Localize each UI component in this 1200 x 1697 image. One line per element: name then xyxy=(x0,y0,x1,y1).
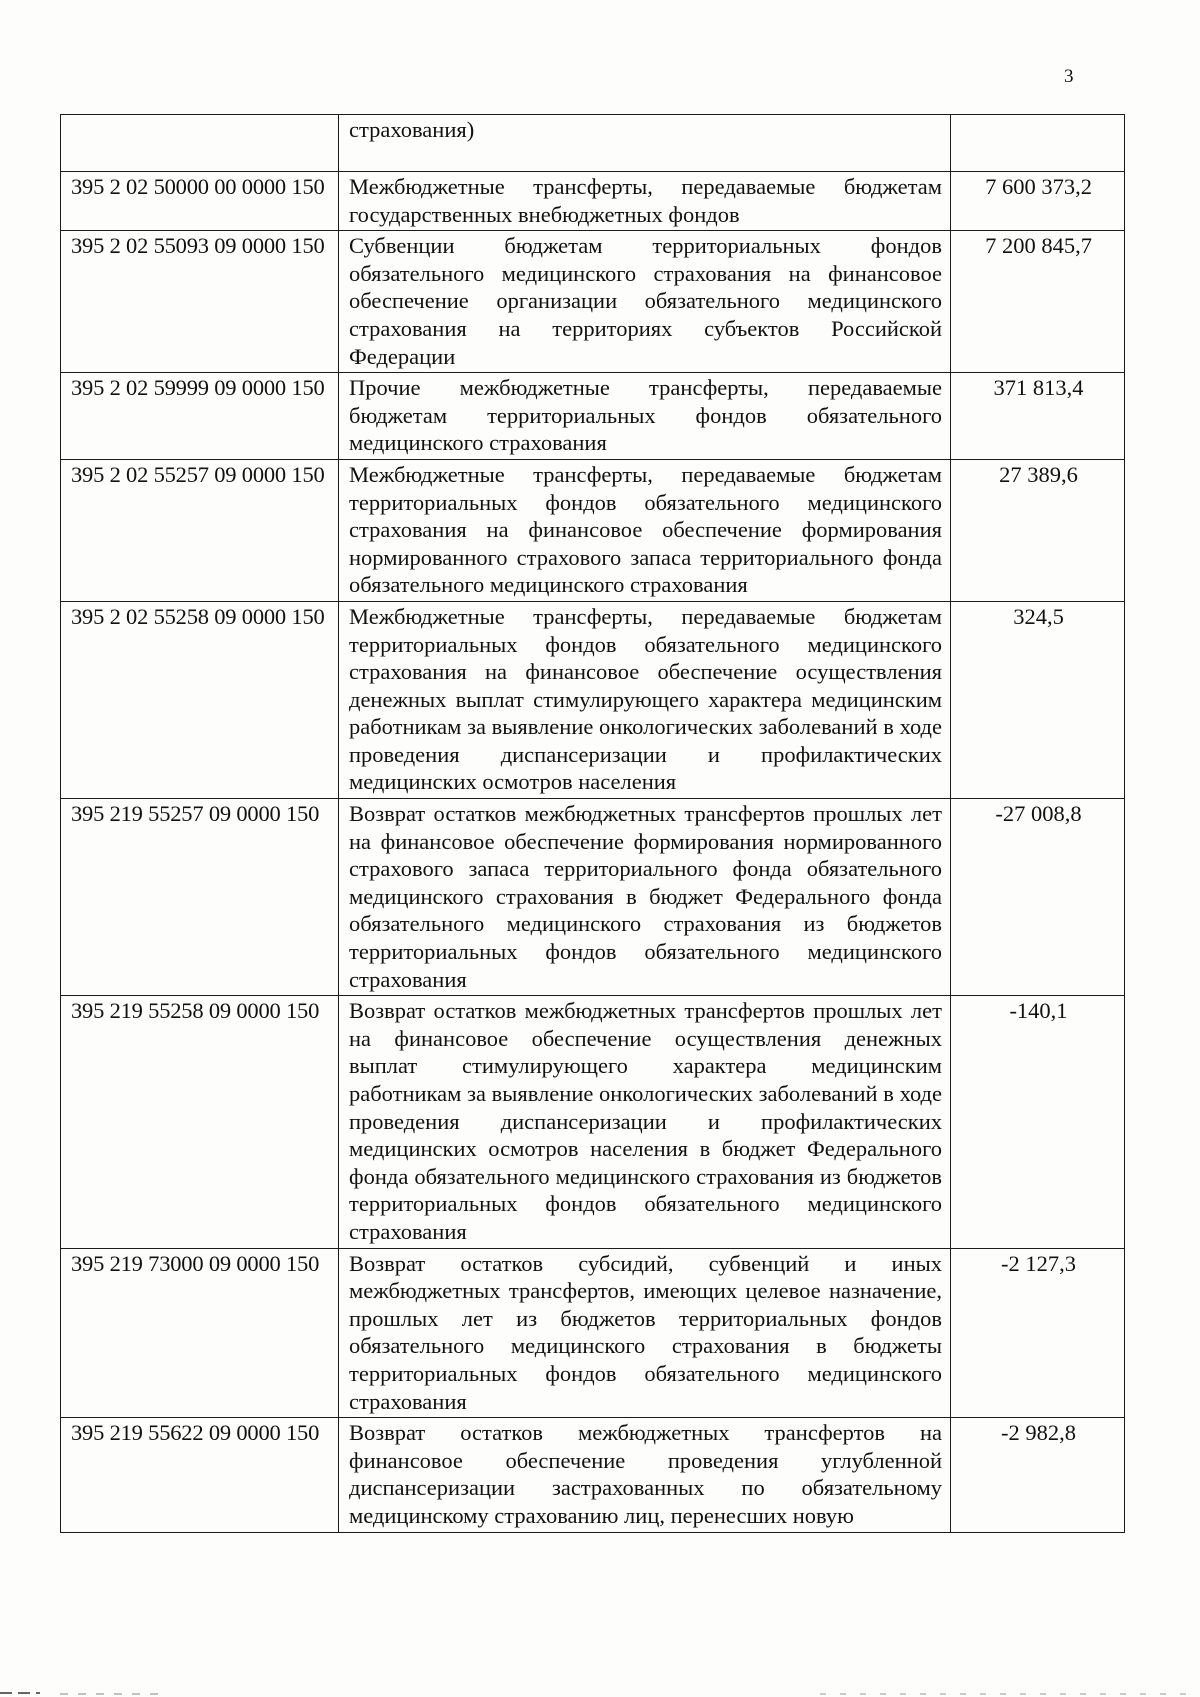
budget-code-cell: 395 219 73000 09 0000 150 xyxy=(61,1248,339,1418)
amount-cell: -140,1 xyxy=(951,996,1125,1248)
table-row xyxy=(61,115,1125,172)
description-cell: страхования) xyxy=(339,115,951,172)
budget-code-cell: 395 2 02 55257 09 0000 150 xyxy=(61,459,339,601)
description-cell: Возврат остатков межбюджетных трансфертов на финансовое обеспечение проведения углубленной диспансеризации застрахованных по обязательному медицинскому страхованию лиц, перенесших новую xyxy=(339,1418,951,1532)
budget-code-cell: 395 2 02 55093 09 0000 150 xyxy=(61,231,339,373)
description-cell: Возврат остатков межбюджетных трансфертов прошлых лет на финансовое обеспечение формирования нормированного страхового запаса территориального фонда обязательного медицинского страхования в бюджет Федерального фонда обязательного медицинского страхования из бюджетов территориальных фондов обязательного медицинского страхования xyxy=(339,799,951,996)
description-cell: Межбюджетные трансферты, передаваемые бюджетам государственных внебюджетных фондов xyxy=(339,172,951,231)
amount-cell: -2 127,3 xyxy=(951,1248,1125,1418)
description-cell: Возврат остатков межбюджетных трансфертов прошлых лет на финансовое обеспечение осуществления денежных выплат стимулирующего характера медицинским работникам за выявление онкологических заболеваний в ходе проведения диспансеризации и профилактических медицинских осмотров населения в бюджет Федерального фонда обязательного медицинского страхования из бюджетов территориальных фондов обязательного медицинского страхования xyxy=(339,996,951,1248)
description-cell: Субвенции бюджетам территориальных фондов обязательного медицинского страхования на финансовое обеспечение организации обязательного медицинского страхования на территориях субъектов Российской Федерации xyxy=(339,231,951,373)
amount-cell: 324,5 xyxy=(951,601,1125,798)
amount-cell: -2 982,8 xyxy=(951,1418,1125,1532)
amount-cell: 7 200 845,7 xyxy=(951,231,1125,373)
amount-cell: 7 600 373,2 xyxy=(951,172,1125,231)
description-cell: Возврат остатков субсидий, субвенций и иных межбюджетных трансфертов, имеющих целевое назначение, прошлых лет из бюджетов территориальных фондов обязательного медицинского страхования в бюджеты территориальных фондов обязательного медицинского страхования xyxy=(339,1248,951,1418)
page-number: 3 xyxy=(1064,66,1074,87)
table-row xyxy=(61,231,1125,373)
scan-noise xyxy=(0,1660,1200,1697)
budget-code-cell xyxy=(61,115,339,172)
table-row xyxy=(61,799,1125,996)
table-row xyxy=(61,1418,1125,1532)
budget-code-cell: 395 2 02 55258 09 0000 150 xyxy=(61,601,339,798)
description-cell: Межбюджетные трансферты, передаваемые бюджетам территориальных фондов обязательного медицинского страхования на финансовое обеспечение осуществления денежных выплат стимулирующего характера медицинским работникам за выявление онкологических заболеваний в ходе проведения диспансеризации и профилактических медицинских осмотров населения xyxy=(339,601,951,798)
table-row xyxy=(61,172,1125,231)
budget-revenue-table xyxy=(60,114,1125,1533)
table-row xyxy=(61,1248,1125,1418)
amount-cell xyxy=(951,115,1125,172)
description-cell: Прочие межбюджетные трансферты, передаваемые бюджетам территориальных фондов обязательного медицинского страхования xyxy=(339,373,951,460)
budget-code-cell: 395 219 55622 09 0000 150 xyxy=(61,1418,339,1532)
budget-code-cell: 395 2 02 50000 00 0000 150 xyxy=(61,172,339,231)
table-row xyxy=(61,601,1125,798)
table-row xyxy=(61,459,1125,601)
budget-code-cell: 395 219 55257 09 0000 150 xyxy=(61,799,339,996)
budget-code-cell: 395 2 02 59999 09 0000 150 xyxy=(61,373,339,460)
table-row xyxy=(61,996,1125,1248)
amount-cell: 27 389,6 xyxy=(951,459,1125,601)
amount-cell: 371 813,4 xyxy=(951,373,1125,460)
budget-code-cell: 395 219 55258 09 0000 150 xyxy=(61,996,339,1248)
table-row xyxy=(61,373,1125,460)
amount-cell: -27 008,8 xyxy=(951,799,1125,996)
description-cell: Межбюджетные трансферты, передаваемые бюджетам территориальных фондов обязательного медицинского страхования на финансовое обеспечение формирования нормированного страхового запаса территориального фонда обязательного медицинского страхования xyxy=(339,459,951,601)
